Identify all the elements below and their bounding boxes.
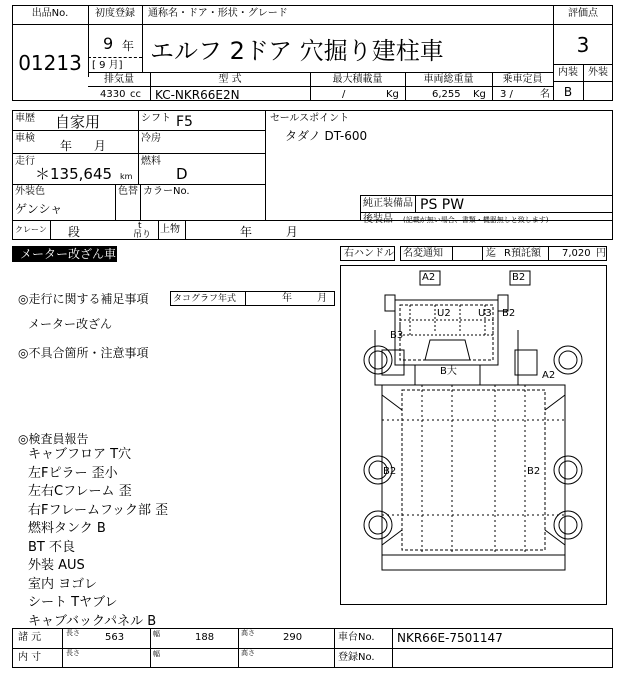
score: 3	[576, 33, 590, 57]
displacement-value: 4330	[100, 89, 126, 100]
truck-outline-diagram	[340, 265, 607, 605]
type-value: KC-NKR66E2N	[155, 88, 240, 102]
history-label: 車歴	[15, 113, 35, 124]
mileage-unit: km	[120, 172, 133, 181]
gross-weight-unit: Kg	[473, 89, 486, 100]
height-value: 290	[283, 632, 303, 643]
crane-label: クレーン	[15, 225, 47, 234]
crane-ton: t	[138, 221, 142, 231]
travel-remarks-title: ◎走行に関する補足事項	[18, 292, 149, 306]
damage-a2-right: A2	[542, 370, 556, 381]
damage-a2-top: A2	[422, 272, 436, 283]
capacity-value: 3 /	[500, 89, 513, 100]
interior-label: 内装	[558, 67, 578, 78]
aftermarket-note: (記載が無い場合、書類・機器無しと致します)	[403, 216, 549, 224]
r-prefix: 迄	[486, 248, 496, 259]
inspection-label: 車検	[15, 133, 35, 144]
length-label: 長さ	[66, 629, 80, 637]
spec-label: 諸 元	[18, 632, 42, 643]
gross-weight-label: 車両総重量	[423, 74, 474, 85]
inner-length-label: 長さ	[66, 649, 80, 657]
chassis-value: NKR66E-7501147	[397, 631, 503, 645]
inner-height-label: 高さ	[241, 649, 255, 657]
model-name: エルフ 2ドア 穴掘り建柱車	[150, 37, 444, 65]
inspector-line: 右Fフレームフック部 歪	[28, 502, 169, 518]
sales-point-label: セールスポイント	[270, 113, 350, 124]
inspection-value: 年 月	[60, 139, 106, 153]
inspector-line: 室内 ヨゴレ	[28, 576, 98, 592]
model-label: 通称名・ドア・形状・グレード	[148, 8, 288, 19]
first-reg-label: 初度登録	[95, 8, 135, 19]
inspector-line: BT 不良	[28, 539, 75, 555]
upper-value: 年 月	[240, 225, 298, 239]
inspector-line: キャブバックパネル B	[28, 613, 157, 629]
damage-b2-right: B2	[527, 466, 541, 477]
tacho-label: タコグラフ年式	[173, 294, 237, 304]
std-equipment-value: PS PW	[420, 197, 465, 213]
inner-label: 内 寸	[18, 652, 42, 663]
upper-label: 上物	[160, 224, 180, 235]
displacement-label: 排気量	[104, 74, 134, 85]
length-value: 563	[105, 632, 125, 643]
damage-b-large: B大	[440, 366, 457, 377]
inspector-line: 外装 AUS	[28, 558, 85, 573]
registration-label: 登録No.	[338, 652, 375, 663]
width-value: 188	[195, 632, 215, 643]
shift-label: シフト	[141, 113, 171, 124]
recycle-unit: 円	[596, 248, 606, 259]
right-handle-label: 右ハンドル	[344, 248, 394, 259]
travel-remarks-text: メーター改ざん	[28, 317, 113, 331]
defect-title: ◎不具合箇所・注意事項	[18, 346, 149, 360]
tacho-value: 年 月	[282, 293, 328, 304]
max-load-value: /	[342, 89, 346, 100]
mileage-label: 走行	[15, 156, 35, 167]
recycle-value: 7,020	[562, 248, 591, 259]
chassis-label: 車台No.	[338, 632, 375, 643]
inspector-line: 燃料タンク B	[28, 521, 106, 536]
grade-label: 評価点	[568, 8, 598, 19]
lot-label: 出品No.	[31, 8, 69, 19]
inspector-line: 左右Cフレーム 歪	[28, 484, 132, 499]
height-label: 高さ	[241, 629, 255, 637]
aftermarket-label: 後装品	[363, 214, 393, 225]
capacity-unit: 名	[540, 89, 550, 100]
displacement-unit: cc	[130, 89, 141, 100]
recycle-label: R預託額	[504, 248, 541, 259]
exterior-label: 外装	[588, 67, 608, 78]
width-label: 幅	[153, 630, 160, 638]
ac-label: 冷房	[141, 133, 161, 144]
damage-b2-top: B2	[512, 272, 526, 283]
std-equipment-label: 純正装備品	[363, 198, 413, 209]
color-code-label: カラーNo.	[143, 186, 190, 197]
damage-u2: U2	[437, 308, 451, 319]
gross-weight-value: 6,255	[432, 89, 461, 100]
damage-b2-left: B2	[383, 466, 397, 477]
history-value: 自家用	[55, 113, 101, 131]
crane-hang: 吊り	[133, 230, 152, 240]
capacity-label: 乗車定員	[502, 74, 543, 85]
inner-width-label: 幅	[153, 650, 160, 658]
max-load-unit: Kg	[386, 89, 399, 100]
sales-point-value: タダノ DT-600	[285, 129, 368, 143]
color-value: ゲンシャ	[15, 202, 63, 216]
fuel-value: D	[176, 165, 188, 183]
color-change-label: 色替	[118, 186, 138, 197]
max-load-label: 最大積載量	[332, 74, 383, 85]
right-handle-box	[340, 246, 395, 261]
shift-value: F5	[176, 114, 193, 130]
damage-b2-cab: B2	[502, 308, 516, 319]
name-change-label: 名変通知	[403, 248, 443, 259]
inspector-line: 左Fピラー 歪小	[28, 465, 118, 481]
first-reg-year-unit: 年	[122, 39, 135, 53]
meter-banner	[12, 246, 117, 262]
first-reg-month: [ 9 月]	[92, 60, 123, 71]
inspector-line: キャブフロア T穴	[28, 447, 132, 462]
damage-b3: B3	[390, 330, 404, 341]
mileage-value: ＊135,645	[35, 165, 113, 183]
interior-grade: B	[563, 85, 573, 99]
type-label: 型 式	[218, 74, 242, 85]
inspector-report-title: ◎検査員報告	[18, 432, 89, 446]
inspector-line: シート Tヤブレ	[28, 595, 118, 610]
crane-step: 段	[68, 225, 81, 239]
fuel-label: 燃料	[141, 156, 161, 167]
meter-banner-text: メーター改ざん車	[20, 247, 117, 261]
color-label: 外装色	[15, 186, 45, 197]
lot-number: 01213	[18, 51, 82, 75]
damage-u3: U3	[478, 308, 492, 319]
first-reg-year: 9	[103, 34, 114, 53]
